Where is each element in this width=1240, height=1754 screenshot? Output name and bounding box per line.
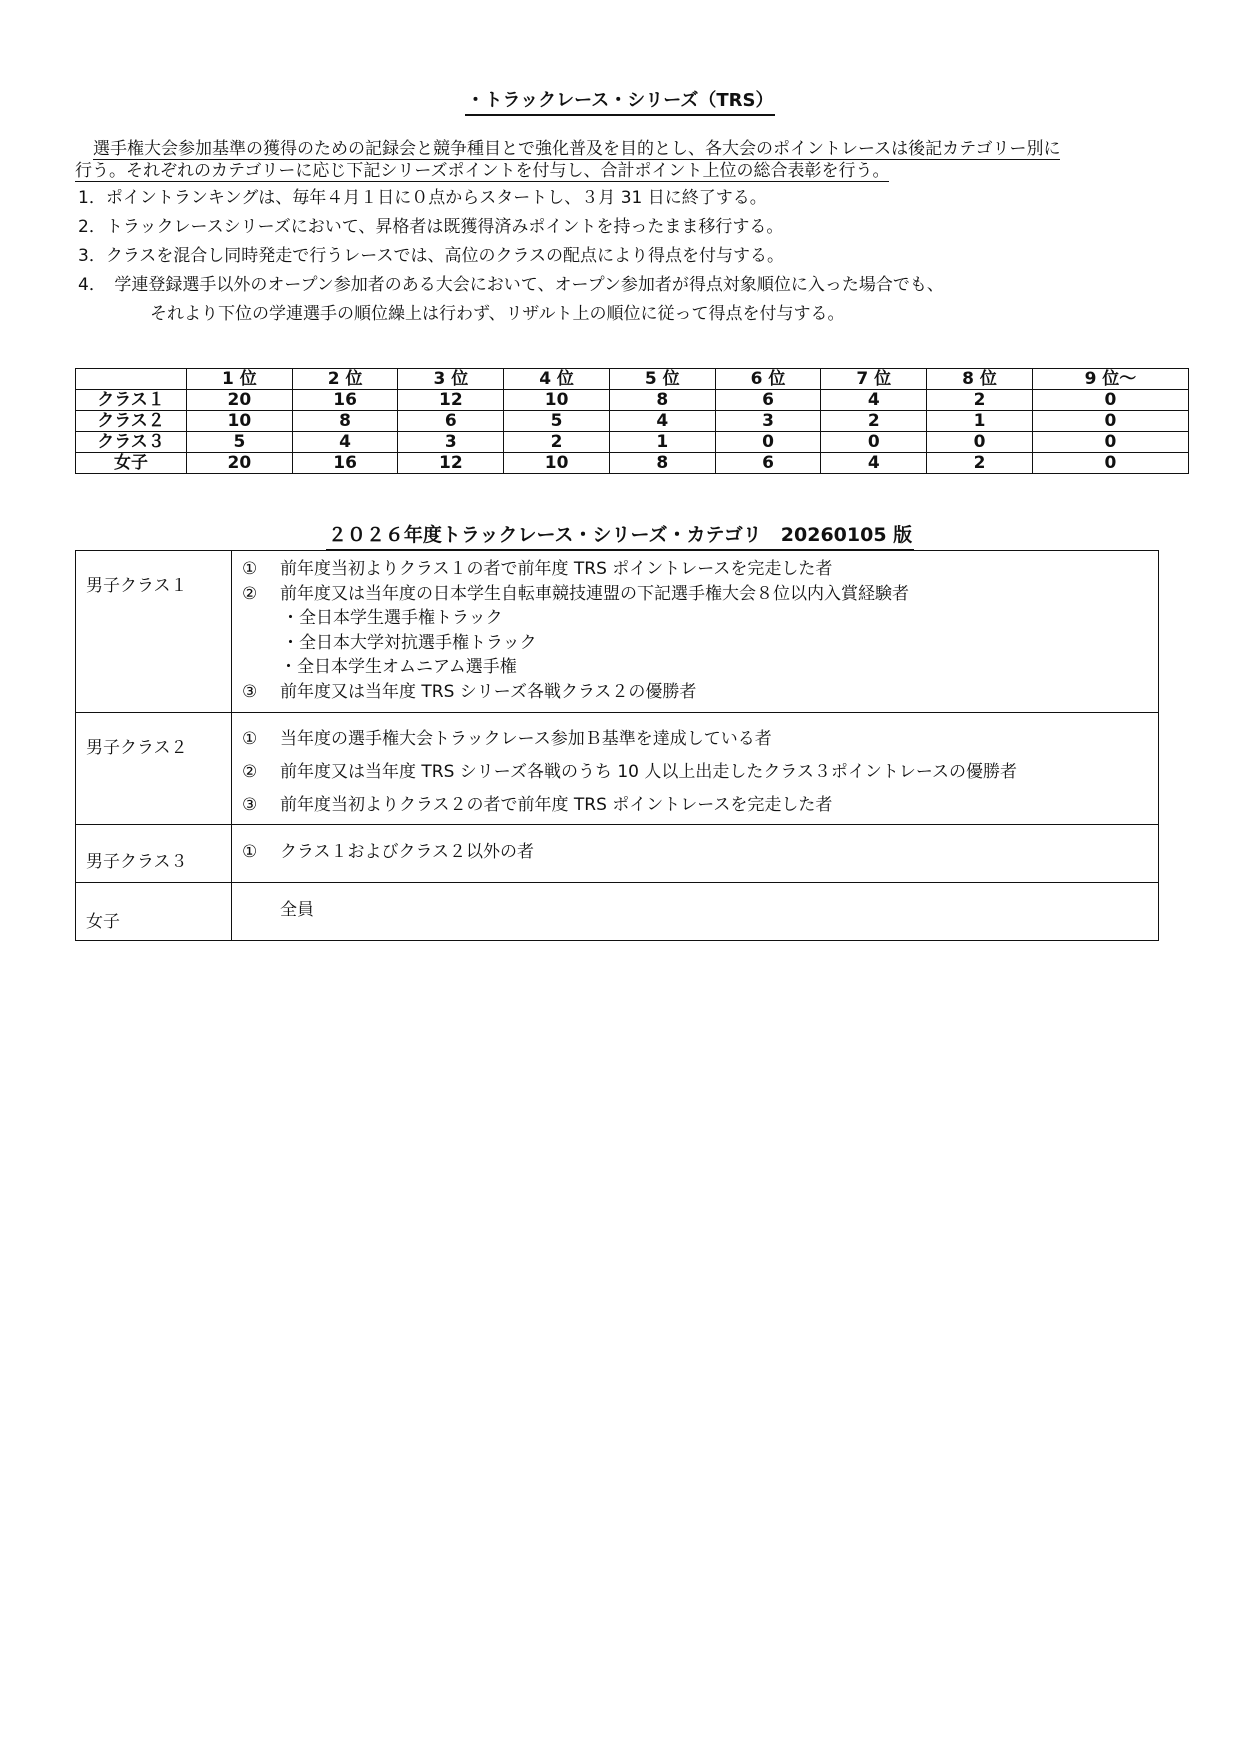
header-cell: 2 位 (292, 369, 398, 390)
criteria-item: ① 当年度の選手権大会トラックレース参加Ｂ基準を達成している者 (242, 729, 772, 749)
points-header-row (76, 369, 1189, 390)
category-row (76, 713, 1159, 825)
row-label: クラス２ (76, 411, 187, 432)
points-cell: 20 (187, 390, 293, 411)
points-cell: 0 (1032, 432, 1188, 453)
points-cell: 20 (187, 453, 293, 474)
header-cell (76, 369, 187, 390)
points-table (75, 368, 1189, 474)
intro-paragraph (75, 138, 1165, 182)
points-cell: 3 (398, 432, 504, 453)
criteria-subitem: ・全日本大学対抗選手権トラック (282, 632, 537, 653)
points-cell: 0 (715, 432, 821, 453)
points-cell: 0 (1032, 411, 1188, 432)
row-label: クラス３ (76, 432, 187, 453)
points-cell: 0 (927, 432, 1033, 453)
points-cell: 0 (1032, 390, 1188, 411)
criteria-subitem: ・全日本学生選手権トラック (282, 608, 503, 628)
points-cell: 1 (609, 432, 715, 453)
row-label: クラス１ (76, 390, 187, 411)
table-row (76, 453, 1189, 474)
header-cell: 4 位 (504, 369, 610, 390)
header-cell: 3 位 (398, 369, 504, 390)
category-name: 女子 (76, 883, 232, 941)
points-cell: 2 (504, 432, 610, 453)
points-cell: 5 (504, 411, 610, 432)
row-label: 女子 (76, 453, 187, 474)
table-row (76, 411, 1189, 432)
points-cell: 16 (292, 390, 398, 411)
points-cell: 6 (715, 453, 821, 474)
points-cell: 2 (927, 453, 1033, 474)
category-row (76, 551, 1159, 713)
category-name: 男子クラス２ (76, 713, 232, 825)
rule-item: 1．ポイントランキングは、毎年４月１日に０点からスタートし、３月 31 日に終了する。 (78, 188, 767, 208)
category-name: 男子クラス３ (76, 825, 232, 883)
points-cell: 8 (609, 390, 715, 411)
points-cell: 0 (1032, 453, 1188, 474)
criteria-item: 全員 (280, 900, 314, 920)
points-cell: 10 (504, 390, 610, 411)
category-row (76, 825, 1159, 883)
points-cell: 4 (609, 411, 715, 432)
criteria-item: ③ 前年度又は当年度 TRS シリーズ各戦クラス２の優勝者 (242, 681, 697, 702)
page-title: ・トラックレース・シリーズ（TRS） (0, 86, 1240, 112)
category-criteria (232, 883, 1159, 941)
category-row (76, 883, 1159, 941)
rule-item-continuation: それより下位の学連選手の順位繰上は行わず、リザルト上の順位に従って得点を付与する。 (150, 304, 845, 324)
rule-item: 4． 学連登録選手以外のオープン参加者のある大会において、オープン参加者が得点対象順位に入った場合でも、 (78, 275, 944, 295)
criteria-item: ① 前年度当初よりクラス１の者で前年度 TRS ポイントレースを完走した者 (242, 559, 833, 579)
category-criteria (232, 713, 1159, 825)
points-cell: 12 (398, 390, 504, 411)
points-cell: 10 (187, 411, 293, 432)
points-cell: 5 (187, 432, 293, 453)
rule-item: 3．クラスを混合し同時発走で行うレースでは、高位のクラスの配点により得点を付与する。 (78, 246, 784, 266)
criteria-item: ② 前年度又は当年度の日本学生自転車競技連盟の下記選手権大会８位以内入賞経験者 (242, 583, 909, 604)
points-cell: 4 (821, 390, 927, 411)
category-title: ２０２６年度トラックレース・シリーズ・カテゴリ 20260105 版 (0, 520, 1240, 547)
table-row (76, 390, 1189, 411)
intro-line-2: 行う。それぞれのカテゴリーに応じ下記シリーズポイントを付与し、合計ポイント上位の総合表彰を行う。 (75, 161, 890, 181)
points-cell: 3 (715, 411, 821, 432)
points-cell: 6 (715, 390, 821, 411)
category-criteria (232, 825, 1159, 883)
header-cell: 7 位 (821, 369, 927, 390)
points-cell: 2 (821, 411, 927, 432)
points-cell: 1 (927, 411, 1033, 432)
intro-line-1: 選手権大会参加基準の獲得のための記録会と競争種目とで強化普及を目的とし、各大会のポイントレースは後記カテゴリー別に (93, 139, 1061, 159)
criteria-item: ① クラス１およびクラス２以外の者 (242, 842, 534, 862)
criteria-subitem: ・全日本学生オムニアム選手権 (280, 657, 517, 677)
criteria-item: ② 前年度又は当年度 TRS シリーズ各戦のうち 10 人以上出走したクラス３ポイントレースの優勝者 (242, 762, 1018, 782)
header-cell: 6 位 (715, 369, 821, 390)
points-cell: 12 (398, 453, 504, 474)
points-cell: 4 (292, 432, 398, 453)
points-cell: 2 (927, 390, 1033, 411)
category-table (75, 550, 1159, 941)
table-row (76, 432, 1189, 453)
points-cell: 6 (398, 411, 504, 432)
category-name: 男子クラス１ (76, 551, 232, 713)
rules-list (78, 184, 944, 329)
points-cell: 4 (821, 453, 927, 474)
points-cell: 8 (292, 411, 398, 432)
category-criteria (232, 551, 1159, 713)
criteria-item: ③ 前年度当初よりクラス２の者で前年度 TRS ポイントレースを完走した者 (242, 795, 833, 815)
points-cell: 16 (292, 453, 398, 474)
rule-item: 2．トラックレースシリーズにおいて、昇格者は既獲得済みポイントを持ったまま移行する。 (78, 217, 784, 237)
points-cell: 0 (821, 432, 927, 453)
points-cell: 8 (609, 453, 715, 474)
header-cell: 8 位 (927, 369, 1033, 390)
points-cell: 10 (504, 453, 610, 474)
header-cell: 1 位 (187, 369, 293, 390)
header-cell: 5 位 (609, 369, 715, 390)
header-cell: 9 位～ (1032, 369, 1188, 390)
